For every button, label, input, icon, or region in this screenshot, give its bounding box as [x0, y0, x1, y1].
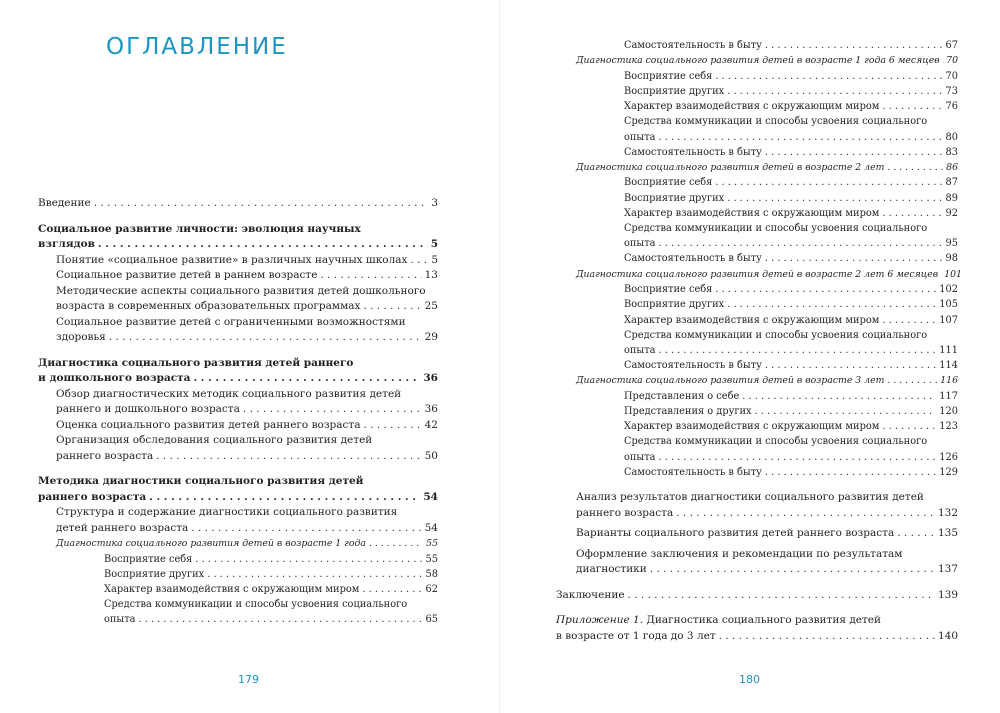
toc-entry-title-part: Социальное развитие личности: эволюция научных [38, 222, 361, 235]
toc-entry-title: Восприятие других [624, 192, 725, 204]
dot-leader [887, 373, 937, 389]
toc-entry-title: и дошкольного возраста [38, 372, 191, 384]
toc-entry-page: 117 [939, 390, 958, 402]
toc-entry [556, 267, 962, 283]
toc-entry-title: Характер взаимодействия с окружающим миром [624, 421, 880, 433]
toc-entry [556, 313, 958, 328]
toc-entry-page: 107 [939, 314, 958, 326]
toc-entry-title-part: Средства коммуникации и способы усвоения социального [624, 329, 928, 341]
toc-entry-title: диагностики [576, 563, 647, 576]
toc-entry-page: 132 [937, 506, 958, 519]
toc-entry [38, 284, 438, 315]
toc-entry-page: 54 [424, 521, 438, 534]
toc-entry-title: Восприятие себя [624, 177, 713, 189]
toc-entry [38, 253, 438, 269]
toc-entry [556, 99, 958, 114]
toc-entry [556, 490, 958, 521]
dot-leader [363, 418, 421, 434]
toc-entry-first-line [38, 356, 438, 372]
toc-entry [556, 145, 958, 160]
dot-leader [715, 282, 936, 297]
toc-entry-page: 42 [424, 418, 438, 431]
toc-entry [556, 114, 958, 144]
toc-entry-title: раннего и дошкольного возраста [56, 403, 240, 415]
toc-entry-first-line [624, 114, 958, 129]
toc-entry-title: Характер взаимодействия с окружающим миром [624, 207, 880, 219]
toc-entry-title: опыта [624, 451, 656, 463]
toc-entry [556, 282, 958, 297]
toc-entry-page: 86 [946, 161, 958, 173]
toc-entry [38, 315, 438, 346]
toc-entry-title: Оценка социального развития детей раннего возраста [56, 418, 361, 431]
toc-entry-page: 50 [424, 449, 438, 462]
dot-leader [650, 562, 935, 578]
toc-entry-title: в возрасте от 1 года до 3 лет [556, 629, 716, 642]
toc-entry-page: 54 [423, 490, 438, 503]
toc-entry-title-part: Социальное развитие детей с ограниченными возможностями [56, 315, 406, 328]
toc-entry [556, 547, 958, 578]
toc-entry [556, 160, 958, 176]
toc-entry-title: Характер взаимодействия с окружающим миром [104, 583, 360, 595]
toc-entry [556, 588, 958, 604]
toc-entry-page: 25 [424, 300, 438, 312]
dot-leader [410, 253, 428, 269]
toc-left [38, 196, 438, 628]
dot-leader [882, 313, 936, 328]
toc-entry-page: 111 [939, 344, 958, 356]
toc-entry-title-part: Структура и содержание диагностики социального развития [56, 506, 398, 518]
toc-entry-page: 13 [424, 269, 438, 281]
toc-entry-title: Самостоятельность в быту [624, 360, 762, 372]
toc-entry-page: 70 [945, 70, 958, 82]
toc-entry-title: Характер взаимодействия с окружающим миром [624, 101, 880, 113]
toc-entry-title: Самостоятельность в быту [624, 146, 762, 158]
dot-leader [139, 612, 423, 627]
toc-entry-title: здоровья [56, 331, 106, 343]
toc-entry-title: Представления о других [624, 406, 752, 418]
toc-entry [556, 53, 958, 69]
toc-entry [556, 389, 958, 404]
dot-leader [243, 402, 422, 418]
dot-leader [765, 145, 943, 160]
toc-entry-page: 114 [939, 360, 958, 372]
toc-entry-first-line [56, 433, 438, 449]
toc-entry [556, 373, 958, 389]
toc-entry-title: Самостоятельность в быту [624, 40, 762, 51]
toc-entry-title-part: Организация обследования социального развития детей [56, 434, 373, 446]
page-title: ОГЛАВЛЕНИЕ [106, 34, 288, 60]
toc-entry-title: Диагностика социального развития детей в возрасте 1 года 6 месяцев [576, 55, 940, 67]
toc-entry [556, 84, 958, 99]
toc-entry [38, 268, 438, 284]
toc-entry-title: Самостоятельность в быту [624, 253, 762, 265]
toc-entry [556, 38, 958, 53]
toc-entry-page: 140 [937, 629, 958, 642]
toc-entry-title-part: Анализ результатов диагностики социального развития детей [576, 491, 924, 504]
toc-entry-title: Понятие «социальное развитие» в различных научных школах [56, 253, 408, 266]
toc-entry [556, 206, 958, 221]
dot-leader [320, 268, 421, 284]
toc-entry-first-line [56, 505, 438, 521]
toc-entry [556, 465, 958, 480]
toc-entry-title: раннего возраста [56, 449, 154, 462]
toc-entry [556, 251, 958, 266]
toc-entry-title: Восприятие себя [104, 553, 193, 565]
toc-entry [556, 191, 958, 206]
toc-entry-title-part: Средства коммуникации и способы усвоения социального [624, 116, 928, 128]
toc-entry-title: опыта [104, 614, 136, 626]
dot-leader [882, 419, 936, 434]
toc-entry-title: Восприятие себя [624, 284, 713, 296]
dot-leader [207, 567, 422, 582]
toc-entry-title: Восприятие других [104, 568, 205, 580]
toc-entry-title: Диагностика социального развития детей в возрасте 3 лет [576, 375, 885, 387]
toc-entry-page: 137 [937, 563, 958, 576]
toc-entry-title: раннего возраста [38, 490, 147, 503]
toc-entry [38, 387, 438, 418]
dot-leader [765, 358, 936, 373]
toc-entry-first-line [624, 221, 958, 236]
toc-entry [556, 404, 958, 419]
toc-entry-page: 55 [426, 538, 438, 549]
toc-entry-first-line [56, 284, 438, 300]
dot-leader [659, 236, 943, 251]
dot-leader [765, 465, 936, 480]
toc-entry-page: 116 [940, 375, 958, 387]
dot-leader [362, 582, 422, 597]
toc-entry-first-line [576, 547, 958, 563]
toc-entry-title: опыта [624, 344, 656, 356]
toc-entry-first-line [38, 222, 438, 238]
toc-entry [556, 358, 958, 373]
dot-leader [742, 389, 936, 404]
page-number-right: 180 [739, 673, 760, 686]
toc-entry-title: Восприятие других [624, 85, 725, 97]
toc-entry-title-part: Средства коммуникации и способы усвоения социального [624, 223, 928, 235]
toc-entry-title: Заключение [556, 588, 625, 601]
toc-entry [556, 419, 958, 434]
toc-entry-page: 36 [423, 372, 438, 384]
dot-leader [156, 449, 421, 465]
toc-entry [38, 222, 438, 253]
dot-leader [659, 130, 943, 145]
toc-entry [556, 613, 958, 644]
toc-entry-title-part: Методические аспекты социального развития детей дошкольного [56, 284, 426, 297]
toc-entry-title: детей раннего возраста [56, 521, 189, 534]
dot-leader [628, 588, 935, 604]
dot-leader [719, 629, 935, 645]
dot-leader [715, 175, 942, 190]
toc-entry-title-part: Методика диагностики социального развития детей [38, 475, 364, 487]
toc-entry-first-line [624, 328, 958, 343]
toc-entry [38, 582, 438, 597]
toc-entry-page: 3 [431, 197, 438, 209]
toc-entry-title: опыта [624, 238, 656, 250]
toc-entry-page: 80 [945, 131, 958, 143]
toc-entry-page: 58 [425, 568, 438, 580]
toc-entry [556, 69, 958, 84]
toc-entry-page: 70 [946, 55, 958, 67]
toc-entry-page: 95 [945, 238, 958, 250]
dot-leader [109, 330, 422, 346]
toc-entry-page: 129 [939, 466, 958, 478]
toc-entry [38, 474, 438, 505]
toc-entry [38, 433, 438, 464]
toc-entry-first-line [556, 613, 958, 629]
dot-leader [755, 404, 937, 419]
toc-entry-page: 135 [937, 527, 958, 540]
dot-leader [659, 343, 937, 358]
dot-leader [193, 371, 420, 387]
dot-leader [727, 191, 942, 206]
toc-entry [556, 328, 958, 358]
toc-entry-title: Варианты социального развития детей раннего возраста [576, 527, 895, 540]
toc-entry [38, 418, 438, 434]
toc-entry-title: Характер взаимодействия с окружающим миром [624, 314, 880, 326]
toc-entry-first-line [104, 597, 438, 612]
toc-entry [556, 297, 958, 312]
dot-leader [727, 84, 942, 99]
dot-leader [715, 69, 942, 84]
toc-entry-page: 73 [945, 85, 958, 97]
dot-leader [363, 299, 421, 315]
toc-entry-title: Социальное развитие детей в раннем возрасте [56, 269, 318, 281]
toc-entry-title: опыта [624, 131, 656, 143]
toc-entry-page: 102 [939, 284, 958, 296]
dot-leader [765, 38, 943, 53]
appendix-label: Приложение 1. [556, 614, 644, 627]
toc-entry-page: 98 [945, 253, 958, 265]
toc-entry-page: 67 [945, 40, 958, 51]
toc-entry [38, 567, 438, 582]
toc-entry [556, 526, 958, 542]
toc-entry [38, 536, 438, 552]
toc-entry-page: 29 [424, 331, 438, 343]
toc-entry-page: 105 [939, 299, 958, 311]
toc-entry-title: Введение [38, 197, 91, 209]
toc-entry-title: Представления о себе [624, 390, 740, 402]
toc-entry-first-line [56, 387, 438, 403]
toc-entry [38, 597, 438, 627]
toc-entry-page: 87 [945, 177, 958, 189]
toc-entry [556, 221, 958, 251]
toc-entry-page: 83 [945, 146, 958, 158]
dot-leader [94, 196, 429, 212]
toc-entry-first-line [624, 434, 958, 449]
toc-entry-title: взглядов [38, 238, 95, 250]
toc-entry-page: 5 [430, 238, 438, 250]
toc-right [556, 38, 962, 644]
toc-entry-title-part: Оформление заключения и рекомендации по результатам [576, 547, 903, 560]
toc-entry-page: 5 [431, 253, 438, 266]
toc-entry [38, 505, 438, 536]
toc-entry-title: Диагностика социального развития детей в возрасте 1 года [56, 538, 366, 549]
toc-entry [38, 356, 438, 387]
toc-entry-page: 92 [945, 207, 958, 219]
toc-entry [556, 434, 958, 464]
toc-entry-title-part: Средства коммуникации и способы усвоения социального [624, 436, 928, 448]
toc-entry-title: Диагностика социального развития детей в возрасте 2 лет [576, 161, 885, 173]
dot-leader [369, 536, 423, 552]
dot-leader [765, 251, 943, 266]
toc-entry-title: раннего возраста [576, 506, 674, 519]
dot-leader [191, 521, 421, 537]
dot-leader [882, 99, 942, 114]
dot-leader [98, 237, 428, 253]
toc-entry-page: 76 [945, 101, 958, 113]
toc-entry-title: Восприятие других [624, 299, 725, 311]
toc-entry-page: 62 [425, 583, 438, 595]
toc-entry-page: 36 [424, 403, 438, 415]
toc-entry-title-part: Диагностика социального развития детей раннего [38, 356, 354, 369]
toc-entry-title-part: Обзор диагностических методик социального развития детей [56, 387, 402, 400]
toc-entry-title-part: Средства коммуникации и способы усвоения социального [104, 599, 408, 611]
dot-leader [727, 297, 936, 312]
toc-entry-first-line [38, 474, 438, 490]
dot-leader [897, 526, 935, 542]
toc-entry-page: 89 [945, 192, 958, 204]
toc-entry-page: 55 [425, 553, 438, 565]
toc-entry-page: 139 [937, 588, 958, 601]
toc-entry-page: 120 [939, 406, 958, 418]
toc-entry [38, 552, 438, 567]
dot-leader [887, 160, 943, 176]
toc-entry-page: 126 [939, 451, 958, 463]
dot-leader [195, 552, 422, 567]
toc-entry-page: 101 [944, 268, 962, 280]
toc-entry [38, 196, 438, 212]
toc-entry-title: Диагностика социального развития детей в возрасте 2 лет 6 месяцев [576, 268, 939, 280]
toc-entry-title: Самостоятельность в быту [624, 466, 762, 478]
toc-entry-first-line [576, 490, 958, 506]
toc-entry [556, 175, 958, 190]
toc-entry-first-line [56, 315, 438, 331]
dot-leader [882, 206, 942, 221]
toc-entry-page: 123 [939, 421, 958, 433]
page-number-left: 179 [238, 673, 259, 686]
toc-entry-page: 65 [425, 614, 438, 626]
toc-entry-title: возраста в современных образовательных программах [56, 300, 361, 312]
toc-entry-title-part: Диагностика социального развития детей [643, 614, 882, 627]
dot-leader [149, 490, 420, 506]
toc-entry-title: Восприятие себя [624, 70, 713, 82]
dot-leader [659, 450, 937, 465]
dot-leader [676, 506, 935, 522]
